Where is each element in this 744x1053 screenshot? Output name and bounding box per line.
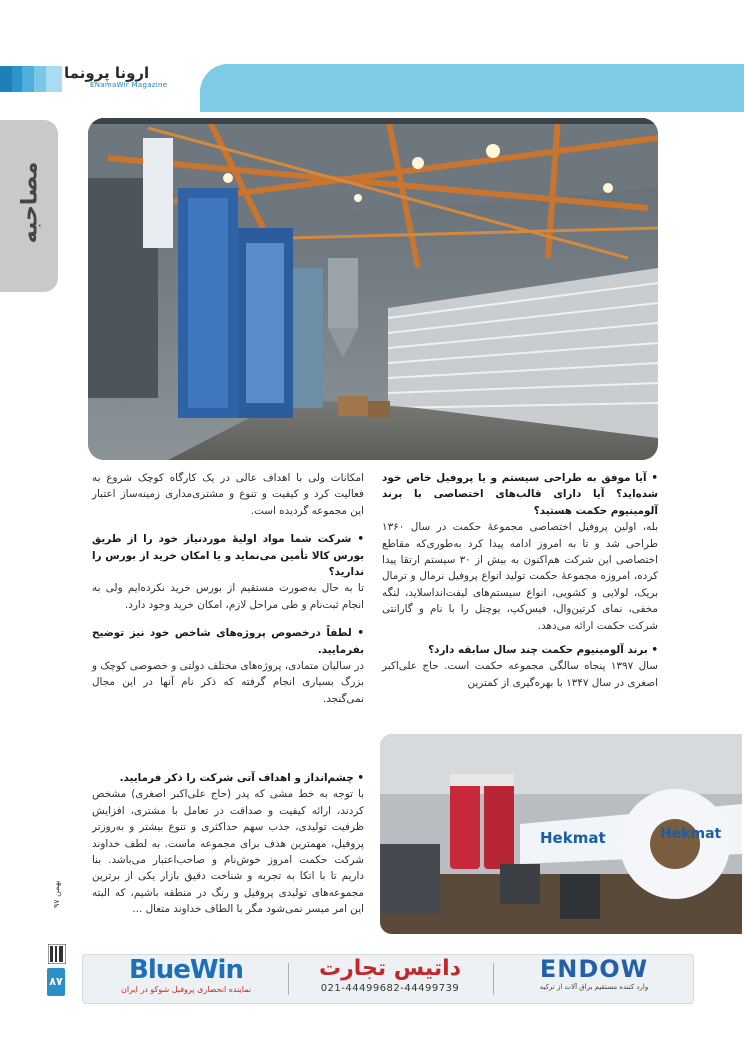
- answer-projects: در سالیان متمادی، پروژه‌های مختلف دولتی و خصوصی کوچک و بزرگ بسیاری انجام گرفته که ذکر نام آنها در این مجال نمی‌گنجد.: [92, 660, 364, 705]
- factory-interior-photo: [88, 118, 658, 460]
- ad-separator: [493, 963, 494, 995]
- bluewin-subtitle: نماینده انحصاری پروفیل شوکو در ایران: [120, 985, 252, 994]
- question-projects: • لطفاً درخصوص پروژه‌های شاخص خود نیز توضیح بفرمایید.: [92, 627, 364, 656]
- answer-raw-materials: تا به حال به‌صورت مستقیم از بورس خرید نکرده‌ایم ولی به انجام ثبت‌نام و طی مراحل لازم، امکان خرید وجود دارد.: [92, 582, 364, 611]
- endow-ad[interactable]: [501, 955, 687, 1003]
- section-tab-label: مصاحبه: [17, 161, 43, 244]
- answer-future-goals: با توجه به خط مشی که پدر (حاج علی‌اکبر اصغری) مشخص کردند، ارائه کیفیت و صداقت در تعامل با مشتری، افزایش ظرفیت تولیدی، جذب سهم حداکثری و تنوع بیشتر و به‌روزتر پروفیل، مهمترین هدف برای مجموعه ماست. به لطف خداوند شرکت حکمت امروز خوش‌نام و صاحب‌اعتبار می‌باشد. بنا داریم تا با اتکا به تجربه و شناخت دقیق بازار یکی از برترین مجموعه‌های تولیدی پروفیل و رنگ در منطقه باشیم، که البته این امر میسر نمی‌شود مگر با الطاف خداوند متعال ...: [92, 788, 364, 916]
- article-column-right: [382, 470, 658, 691]
- barcode-icon: [48, 944, 66, 964]
- logo-en-text: ENamaWir Magazine: [90, 81, 168, 89]
- datis-phone: 021-44499682-44499739: [320, 983, 460, 994]
- section-tab: [0, 120, 58, 292]
- question-brand-history: • برند آلومینیوم حکمت چند سال سابقه دارد؟: [428, 644, 658, 657]
- bluewin-logo-text: BlueWin: [129, 955, 243, 985]
- datis-ad[interactable]: [295, 955, 485, 1003]
- endow-logo-text: ENDOW: [539, 955, 649, 983]
- question-custom-profile: • آیا موفق به طراحی سیستم و یا پروفیل خاص خود شده‌اید؟ آیا دارای قالب‌های اختصاصی با برند آلومینیوم حکمت هستید؟: [382, 472, 658, 517]
- issue-date: بهمن ۹۷: [52, 880, 61, 908]
- question-future-goals: • چشم‌انداز و اهداف آتی شرکت را ذکر فرمایید.: [119, 772, 364, 784]
- bluewin-ad[interactable]: [91, 955, 281, 1003]
- magazine-logo: [64, 64, 174, 96]
- datis-logo-text: داتیس تجارت: [319, 956, 461, 981]
- hekmat-brand-label-2: Hekmat: [660, 826, 722, 842]
- ad-separator: [288, 963, 289, 995]
- page-number: ۸۷: [47, 968, 65, 996]
- endow-subtitle: وارد کننده مستقیم یراق آلات از ترکیه: [539, 983, 649, 991]
- article-column-left: [92, 470, 364, 707]
- answer-custom-profile: بله، اولین پروفیل اختصاصی مجموعهٔ حکمت در سال ۱۳۶۰ طراحی شد و تا به امروز ادامه پیدا کرد به‌طوری‌که مقاطع اختصاصی این شرکت هم‌اکنون به بیش از ۳۰ سیستم ارتقا پیدا کرده، امروزه مجموعهٔ حکمت تولید انواع پروفیل نرمال و ترمال بریک، لولایی و کشویی، انواع سیستم‌های لیفت‌اند‌اسلاید، لنگه مخفی، نمای کرتین‌وال، فیس‌کپ، یوچنل را با نام و گارانتی شرکت حکمت ارائه می‌دهد.: [382, 521, 658, 632]
- article-column-bottom: [92, 770, 364, 918]
- header-band: [200, 64, 744, 112]
- header-color-stripe: [0, 66, 62, 92]
- answer-brand-history: سال ۱۳۹۷ پنجاه سالگی مجموعه حکمت است. حاج علی‌اکبر اصغری در سال ۱۳۴۷ با بهره‌گیری از کمترین: [382, 660, 658, 689]
- logo-fa-text: ارونا پرونما: [64, 64, 150, 82]
- hekmat-brand-label: Hekmat: [540, 829, 606, 847]
- paragraph-continued: امکانات ولی با اهداف عالی در یک کارگاه کوچک شروع به فعالیت کرد و کیفیت و تنوع و مشتری‌مداری زمینه‌ساز اعتبار این مجموعه گردیده است.: [92, 472, 364, 517]
- packaging-machine-photo: [380, 734, 742, 934]
- footer-ad-bar: [82, 954, 694, 1004]
- question-raw-materials: • شرکت شما مواد اولیهٔ موردنیاز خود را از طریق بورس کالا تأمین می‌نماید و یا امکان خرید از بورس را ندارید؟: [92, 533, 364, 579]
